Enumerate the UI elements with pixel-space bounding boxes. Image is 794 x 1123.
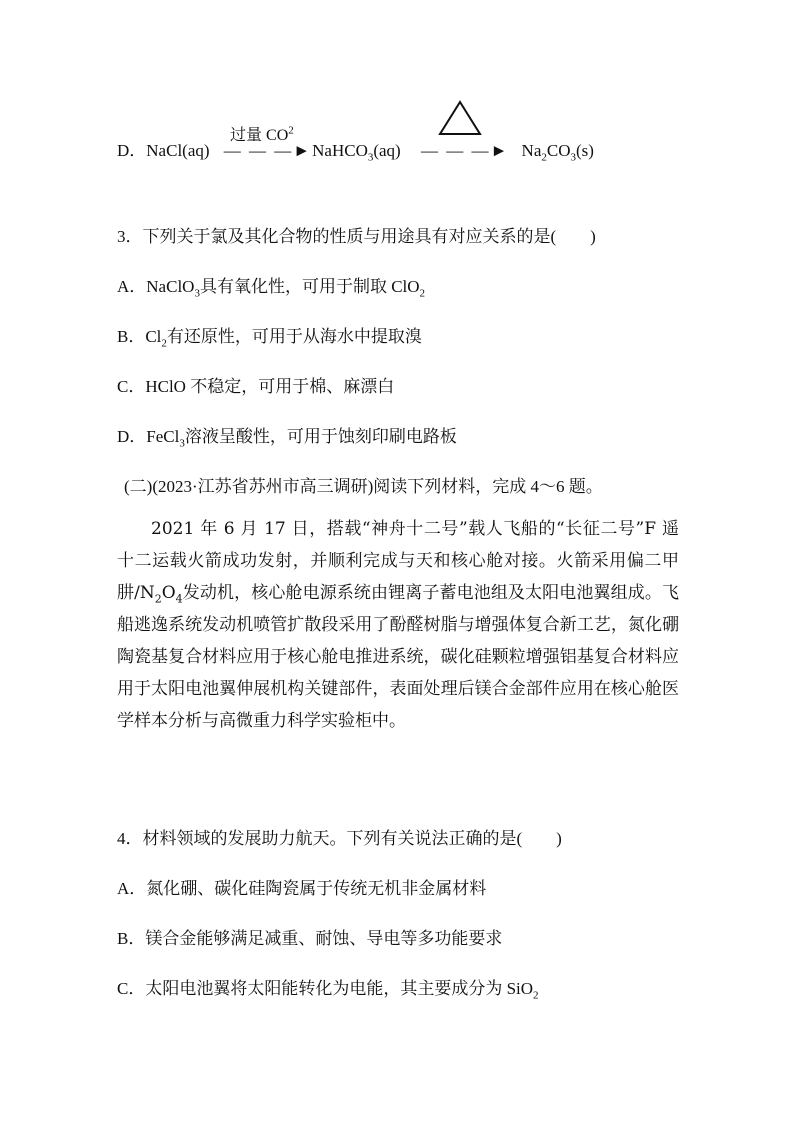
arrow-1: — — —► [223, 141, 313, 160]
option-letter: D． [117, 141, 147, 160]
arrow-2: — — —► [420, 141, 510, 160]
q3-option-b: B．$Cl_2$有还原性，可用于从海水中提取溴 [117, 327, 422, 350]
q3-stem: 3．下列关于氯及其化合物的性质与用途具有对应关系的是( ) [117, 227, 596, 246]
q4-option-a: A．氮化硼、碳化硅陶瓷属于传统无机非金属材料 [117, 879, 487, 898]
product: $Na_2CO_3(s)$ [521, 141, 594, 164]
heat-triangle-icon [438, 100, 482, 136]
arrow-1-label: 过量 $CO^2$ [230, 124, 294, 144]
intermediate: NaHCO$_3$(aq) [312, 141, 401, 164]
q4-option-c: C．太阳电池翼将太阳能转化为电能，其主要成分为 SiO$_2$ [117, 979, 539, 1002]
reactant: NaCl(aq) [146, 141, 210, 160]
q3-option-c: C．HClO 不稳定，可用于棉、麻漂白 [117, 377, 395, 396]
q3-option-d: D．FeCl$_3$溶液呈酸性，可用于蚀刻印刷电路板 [117, 427, 457, 450]
q4-option-b: B．镁合金能够满足减重、耐蚀、导电等多功能要求 [117, 929, 503, 948]
q4-stem: 4．材料领域的发展助力航天。下列有关说法正确的是( ) [117, 829, 562, 848]
reading-passage: 2021 年 6 月 17 日，搭载“神舟十二号”载人飞船的“长征二号”F 遥十二运载火箭成功发射，并顺利完成与天和核心舱对接。火箭采用偏二甲肼$/N_2O_4$发动机，核心舱电源系统由锂离子蓄电池组及太阳电池翼组成。飞船逃逸系统发动机喷管扩散段采用了酚醛树脂与增强体复合新工艺，氮化硼陶瓷基复合材料应用于核心舱电推进系统，碳化硅颗粒增强铝基复合材料应用于太阳电池翼伸展机构关键部件，表面处理后镁合金部件应用在核心舱医学样本分析与高微重力科学实验柜中。 [117, 519, 679, 731]
section-2-header: (二)(2023·江苏省苏州市高三调研)阅读下列材料，完成 4～6 题。 [124, 477, 603, 496]
q3-option-a: A．NaClO$_3$具有氧化性，可用于制取 ClO$_2$ [117, 277, 426, 300]
